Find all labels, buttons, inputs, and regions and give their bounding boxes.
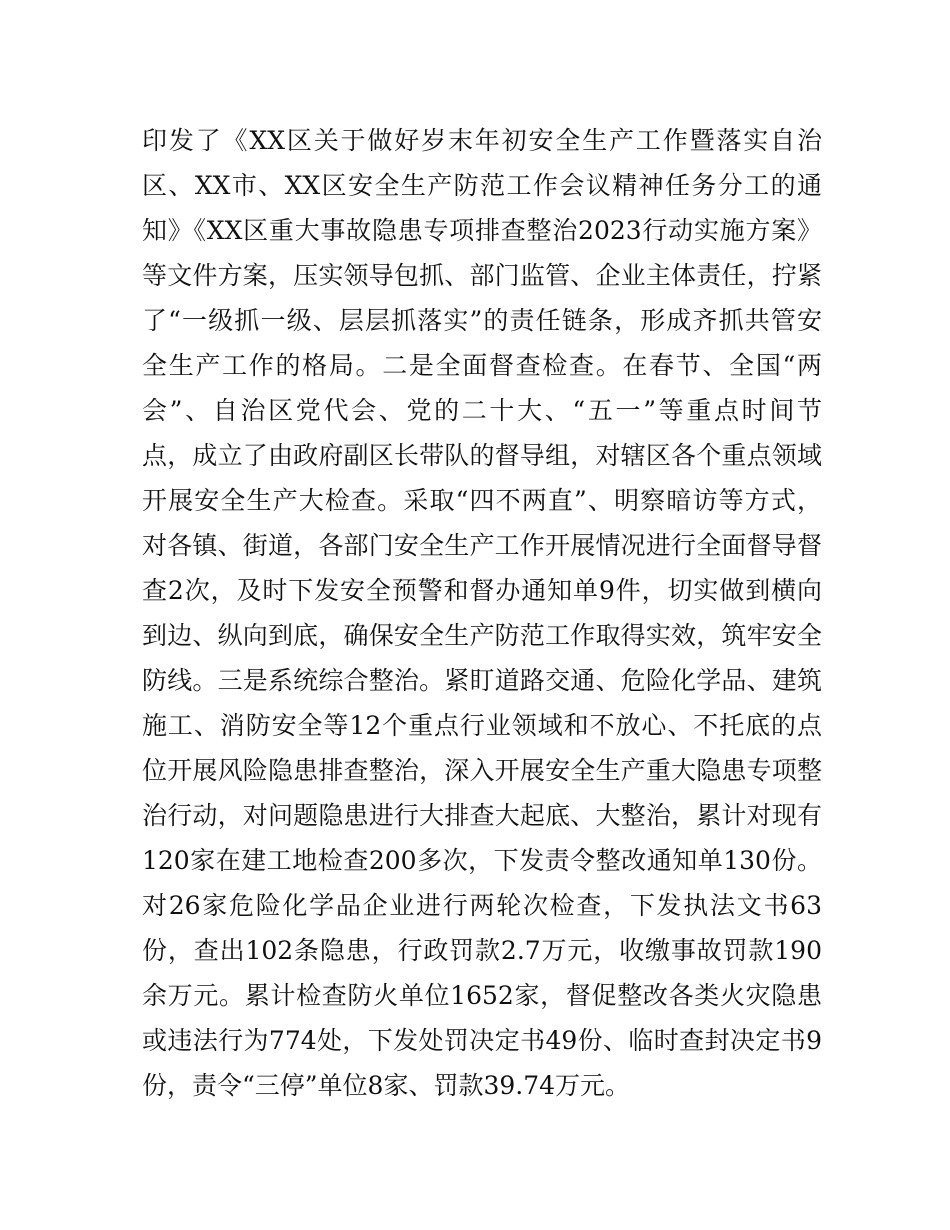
paragraph-line: 120家在建工地检查200多次，下发责令整改通知单130份。 — [142, 846, 822, 875]
paragraph-line: 开展安全生产大检查。采取“四不两直”、明察暗访等方式， — [142, 486, 822, 515]
paragraph-line: 位开展风险隐患排查整治，深入开展安全生产重大隐患专项整 — [142, 756, 822, 785]
paragraph-line: 印发了《XX区关于做好岁末年初安全生产工作暨落实自治 — [142, 126, 822, 155]
paragraph-line: 知》《XX区重大事故隐患专项排查整治2023行动实施方案》 — [142, 216, 822, 245]
paragraph-line: 份，查出102条隐患，行政罚款2.7万元，收缴事故罚款190 — [142, 936, 822, 965]
paragraph-line: 等文件方案，压实领导包抓、部门监管、企业主体责任，拧紧 — [142, 261, 822, 290]
paragraph-line: 查2次，及时下发安全预警和督办通知单9件，切实做到横向 — [142, 576, 822, 605]
paragraph-line: 了“一级抓一级、层层抓落实”的责任链条，形成齐抓共管安 — [142, 306, 822, 335]
paragraph-line: 或违法行为774处，下发处罚决定书49份、临时查封决定书9 — [142, 1026, 822, 1055]
paragraph-line: 对各镇、街道，各部门安全生产工作开展情况进行全面督导督 — [142, 531, 822, 560]
paragraph-line: 防线。三是系统综合整治。紧盯道路交通、危险化学品、建筑 — [142, 666, 822, 695]
paragraph-line: 到边、纵向到底，确保安全生产防范工作取得实效，筑牢安全 — [142, 621, 822, 650]
body-paragraph — [142, 118, 822, 1108]
paragraph-line: 余万元。累计检查防火单位1652家，督促整改各类火灾隐患 — [142, 981, 822, 1010]
paragraph-line: 全生产工作的格局。二是全面督查检查。在春节、全国“两 — [142, 351, 822, 380]
paragraph-line: 会”、自治区党代会、党的二十大、“五一”等重点时间节 — [142, 396, 822, 425]
paragraph-line: 点，成立了由政府副区长带队的督导组，对辖区各个重点领域 — [142, 441, 822, 470]
paragraph-line: 施工、消防安全等12个重点行业领域和不放心、不托底的点 — [142, 711, 822, 740]
paragraph-line: 对26家危险化学品企业进行两轮次检查，下发执法文书63 — [142, 891, 822, 920]
paragraph-line: 区、XX市、XX区安全生产防范工作会议精神任务分工的通 — [142, 171, 822, 200]
paragraph-line-last: 份，责令“三停”单位8家、罚款39.74万元。 — [142, 1071, 631, 1100]
paragraph-line: 治行动，对问题隐患进行大排查大起底、大整治，累计对现有 — [142, 801, 822, 830]
